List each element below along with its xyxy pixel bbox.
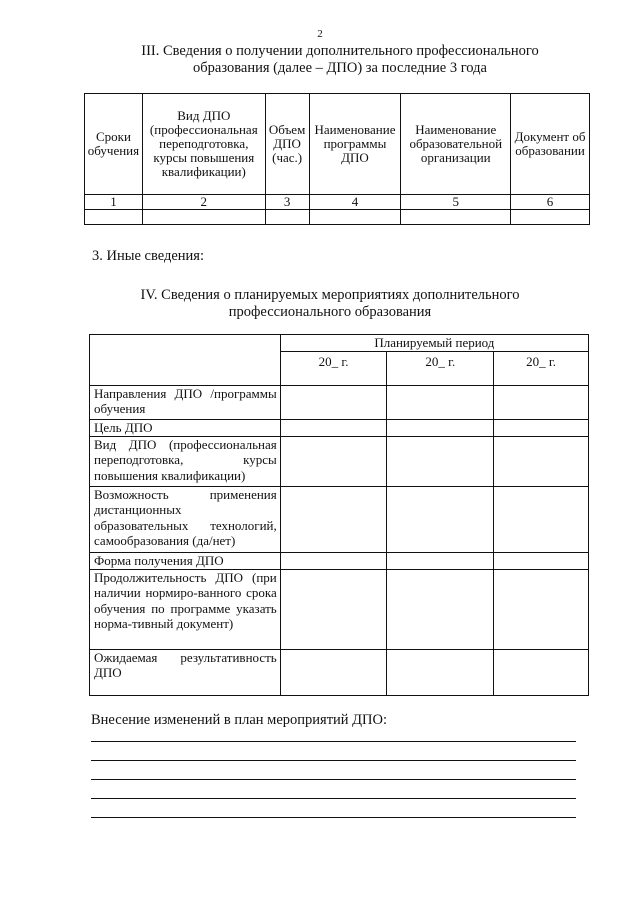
col-header-program: Наименование программы ДПО (309, 94, 401, 195)
other-info-label: 3. Иные сведения: (92, 248, 205, 264)
table-cell[interactable] (494, 649, 589, 695)
col-number: 3 (265, 195, 309, 210)
year-cell[interactable]: 20_ г. (494, 351, 589, 385)
table-row (90, 419, 589, 436)
table-cell[interactable] (387, 552, 494, 569)
table-row (90, 649, 589, 695)
table-cell[interactable] (280, 436, 387, 486)
row-label-goal: Цель ДПО (90, 419, 281, 436)
table-cell[interactable] (511, 210, 590, 225)
table-cell[interactable] (494, 419, 589, 436)
table-cell[interactable] (265, 210, 309, 225)
table-header-row (85, 94, 590, 195)
table-cell[interactable] (85, 210, 143, 225)
dpo-plan-table (89, 334, 589, 696)
table-cell[interactable] (280, 649, 387, 695)
table-cell[interactable] (401, 210, 511, 225)
year-cell[interactable]: 20_ г. (280, 351, 387, 385)
table-cell[interactable] (280, 552, 387, 569)
corner-cell (90, 335, 281, 386)
table-cell[interactable] (142, 210, 265, 225)
table-row (90, 569, 589, 649)
fill-in-line[interactable] (91, 779, 576, 780)
table-cell[interactable] (387, 569, 494, 649)
col-header-dpo-type: Вид ДПО (профессиональная переподготовка, курсы повышения квалификации) (142, 94, 265, 195)
row-label-dpo-type: Вид ДПО (профессиональная переподготовка, курсы повышения квалификации) (90, 436, 281, 486)
table-cell[interactable] (387, 649, 494, 695)
col-header-dates: Сроки обучения (85, 94, 143, 195)
table-row (90, 436, 589, 486)
table-cell[interactable] (309, 210, 401, 225)
table-cell[interactable] (494, 486, 589, 552)
table-cell[interactable] (494, 436, 589, 486)
row-label-distance-learning: Возможность применения дистанционных образовательных технологий, самообразования (да/нет) (90, 486, 281, 552)
col-number: 4 (309, 195, 401, 210)
col-number: 5 (401, 195, 511, 210)
table-cell[interactable] (280, 486, 387, 552)
section-iv-title-line2: профессионального образования (228, 304, 432, 320)
col-header-volume: Объем ДПО (час.) (265, 94, 309, 195)
fill-in-line[interactable] (91, 798, 576, 799)
row-label-duration: Продолжительность ДПО (при наличии нормиро-ванного срока обучения по программе указать норма-тивный документ) (90, 569, 281, 649)
table-row (90, 385, 589, 419)
table-cell[interactable] (494, 552, 589, 569)
fill-in-line[interactable] (91, 760, 576, 761)
plan-changes-label: Внесение изменений в план мероприятий ДПО: (91, 712, 388, 728)
table-cell[interactable] (280, 569, 387, 649)
table-cell[interactable] (280, 385, 387, 419)
col-number: 6 (511, 195, 590, 210)
table-cell[interactable] (387, 436, 494, 486)
column-number-row (85, 195, 590, 210)
planned-period-header: Планируемый период (280, 335, 588, 352)
section-iii-title (120, 43, 560, 77)
fill-in-line[interactable] (91, 741, 576, 742)
row-label-expected-result: Ожидаемая результативность ДПО (90, 649, 281, 695)
section-iv-title (100, 287, 560, 321)
year-cell[interactable]: 20_ г. (387, 351, 494, 385)
table-row (90, 486, 589, 552)
table-cell[interactable] (494, 385, 589, 419)
row-label-directions: Направления ДПО /программы обучения (90, 385, 281, 419)
col-number: 1 (85, 195, 143, 210)
table-row-empty (85, 210, 590, 225)
table-cell[interactable] (387, 385, 494, 419)
table-cell[interactable] (494, 569, 589, 649)
dpo-history-table (84, 93, 590, 225)
period-header-row (90, 335, 589, 352)
col-header-document: Документ об образовании (511, 94, 590, 195)
table-cell[interactable] (387, 419, 494, 436)
table-cell[interactable] (387, 486, 494, 552)
row-label-form: Форма получения ДПО (90, 552, 281, 569)
table-row (90, 552, 589, 569)
page-number: 2 (317, 28, 323, 40)
section-iii-title-line2: образования (далее – ДПО) за последние 3 года (193, 60, 487, 76)
col-number: 2 (142, 195, 265, 210)
fill-in-line[interactable] (91, 817, 576, 818)
col-header-organization: Наименование образовательной организации (401, 94, 511, 195)
section-iv-title-line1: IV. Сведения о планируемых мероприятиях дополнительного (140, 287, 520, 303)
section-iii-title-line1: III. Сведения о получении дополнительного профессионального (141, 43, 539, 59)
table-cell[interactable] (280, 419, 387, 436)
